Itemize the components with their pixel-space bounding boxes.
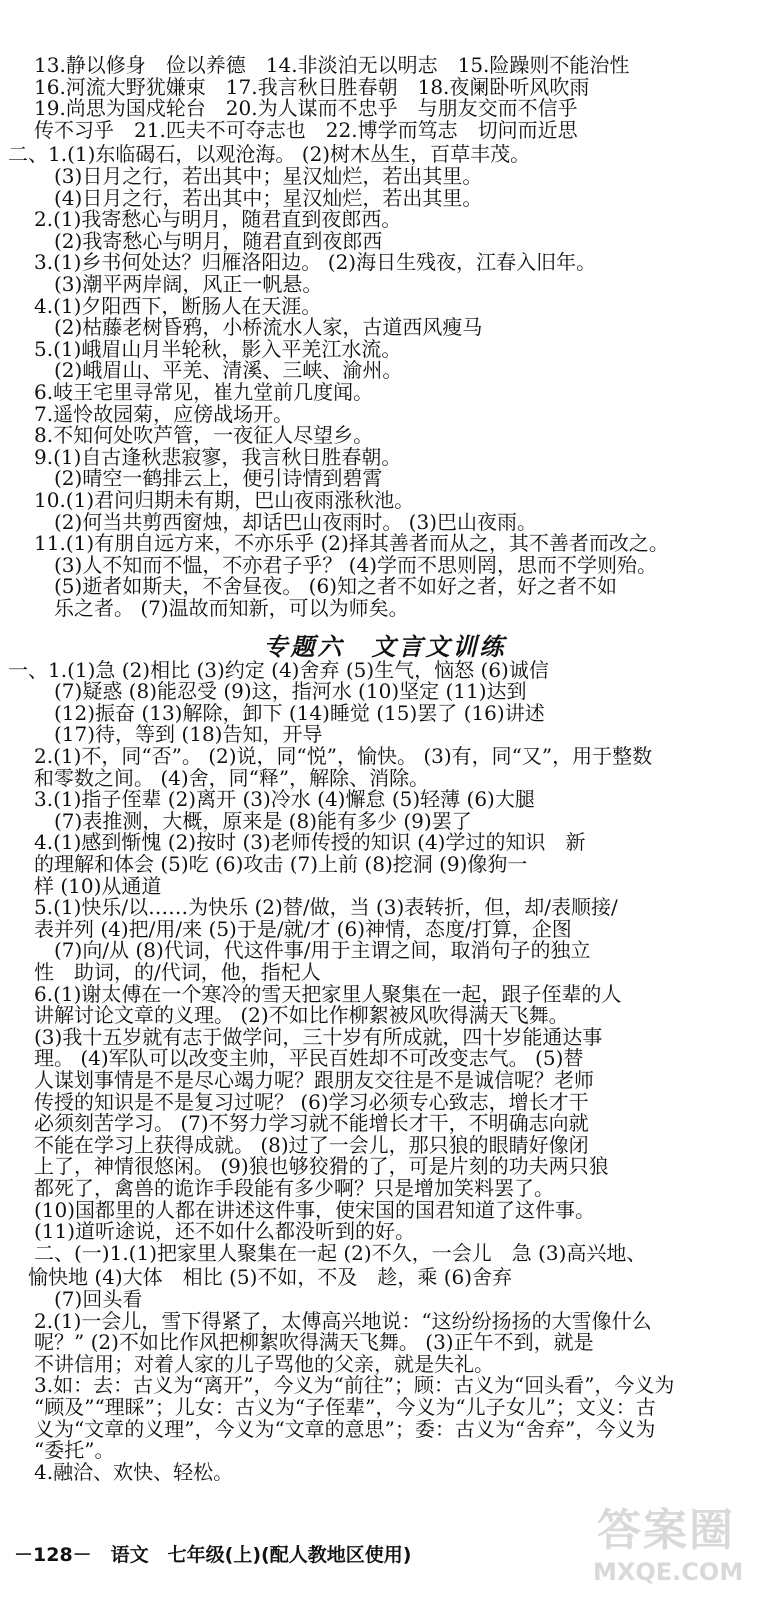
answer-line: 4.融洽、欢快、轻松。 — [34, 1459, 234, 1484]
answer-line: 2.(1)一会儿，雪下得紧了，太傅高兴地说：“这纷纷扬扬的大雪像什么 — [34, 1308, 652, 1333]
answer-line: 人谋划事情是不是尽心竭力呢？跟朋友交往是不是诚信呢？老师 — [34, 1068, 594, 1092]
answer-line: 3.(1)乡书何处达？归雁洛阳边。 (2)海日生残夜，江春入旧年。 — [34, 250, 597, 275]
answer-line: 6.(1)谢太傅在一个寒冷的雪天把家里人聚集在一起，跟子侄辈的人 — [34, 981, 622, 1006]
answer-line: 的理解和体会 (5)吃 (6)攻击 (7)上前 (8)挖洞 (9)像狗一 — [34, 852, 528, 876]
answer-line: 4.(1)感到惭愧 (2)按时 (3)老师传授的知识 (4)学过的知识 新 — [34, 830, 586, 855]
answer-line: 上了，神情很悠闲。 (9)狼也够狡猾的了，可是片刻的功夫两只狼 — [34, 1154, 609, 1179]
answer-line: (12)振奋 (13)解除，卸下 (14)睡觉 (15)罢了 (16)讲述 — [34, 700, 545, 725]
answer-line: 乐之者。 (7)温故而知新，可以为师矣。 — [34, 596, 409, 620]
answer-line: (7)回头看 — [34, 1287, 143, 1311]
answer-line: (2)何当共剪西窗烛，却话巴山夜雨时。 (3)巴山夜雨。 — [34, 509, 538, 534]
page-footer: －128－ 语文 七年级(上)(配人教地区使用) — [14, 1544, 412, 1566]
answer-line: (3)我十五岁就有志于做学问，三十岁有所成就，四十岁能通达事 — [34, 1024, 603, 1049]
answer-line: (11)道听途说，还不如什么都没听到的好。 — [34, 1219, 416, 1244]
answer-line: (7)表推测，大概，原来是 (8)能有多少 (9)罢了 — [34, 808, 472, 833]
answer-line: 不能在学习上获得成就。 (8)过了一会儿，那只狼的眼睛好像闭 — [34, 1132, 589, 1157]
answer-line: (2)峨眉山、平羌、清溪、三峡、渝州。 — [34, 358, 403, 383]
answer-line: 理。 (4)军队可以改变主帅，平民百姓却不可改变志气。 (5)替 — [34, 1046, 584, 1071]
answer-line: “委托”。 — [34, 1438, 115, 1463]
answer-line: 呢？” (2)不如比作风把柳絮吹得满天飞舞。 (3)正午不到，就是 — [34, 1330, 594, 1355]
answer-line: 6.岐王宅里寻常见，崔九堂前几度闻。 — [34, 380, 374, 404]
answer-line: (10)国都里的人都在讲述这件事，使宋国的国君知道了这件事。 — [34, 1197, 596, 1222]
answer-line: 都死了，禽兽的诡诈手段能有多少啊？只是增加笑料罢了。 — [34, 1176, 554, 1200]
answer-line: (3)潮平两岸阔，风正一帆悬。 — [34, 272, 323, 296]
answer-line: 和零数之间。 (4)舍，同“释”，解除、消除。 — [34, 765, 430, 790]
answer-line: (7)向/从 (8)代词，代这件事/用于主谓之间，取消句子的独立 — [34, 938, 591, 963]
watermark-url: MXQE.COM — [593, 1558, 744, 1586]
answer-line: 3.(1)指子侄辈 (2)离开 (3)冷水 (4)懈怠 (5)轻薄 (6)大腿 — [34, 787, 535, 812]
answer-line: “顾及”“理睬”；儿女：古义为“子侄辈”，今义为“儿子女儿”；文义：古 — [34, 1395, 656, 1419]
answer-line: 8.不知何处吹芦管，一夜征人尽望乡。 — [34, 423, 374, 448]
answer-line: (2)我寄愁心与明月，随君直到夜郎西 — [34, 228, 383, 253]
answer-line: 11.(1)有朋自远方来，不亦乐乎 (2)择其善者而从之，其不善者而改之。 — [34, 531, 669, 556]
answer-line: (4)日月之行，若出其中；星汉灿烂，若出其里。 — [34, 185, 483, 210]
answer-line: 16.河流大野犹嫌束 17.我言秋日胜春朝 18.夜阑卧听风吹雨 — [34, 74, 590, 99]
answer-line: 9.(1)自古逢秋悲寂寥，我言秋日胜春朝。 — [34, 444, 402, 469]
answer-line: 5.(1)峨眉山月半轮秋，影入平羌江水流。 — [34, 336, 402, 361]
answer-line: 传不习乎 21.匹夫不可夺志也 22.博学而笃志 切问而近思 — [34, 117, 578, 142]
answer-line: 二、(一)1.(1)把家里人聚集在一起 (2)不久，一会儿 急 (3)高兴地、 — [34, 1240, 647, 1265]
answer-line: 10.(1)君问归期未有期，巴山夜雨涨秋池。 — [34, 488, 415, 512]
answer-line: 样 (10)从通道 — [34, 873, 162, 898]
answer-line: (3)人不知而不愠，不亦君子乎？ (4)学而不思则罔，思而不学则殆。 — [34, 552, 658, 577]
answer-line: 传授的知识是不是复习过呢？ (6)学习必须专心致志，增长才干 — [34, 1089, 589, 1114]
answer-line: (5)逝者如斯夫，不舍昼夜。 (6)知之者不如好之者，好之者不如 — [34, 574, 618, 599]
answer-line: 表并列 (4)把/用/来 (5)于是/就/才 (6)神情，态度/打算，企图 — [34, 916, 572, 941]
answer-line: 7.遥怜故园菊，应傍战场开。 — [34, 401, 294, 426]
answer-line: (17)待，等到 (18)告知，开导 — [34, 722, 323, 747]
answer-line: 愉快地 (4)大体 相比 (5)不如，不及 趁，乘 (6)舍弃 — [8, 1265, 513, 1290]
answer-line: 二、1.(1)东临碣石，以观沧海。 (2)树木丛生，百草丰茂。 — [8, 142, 531, 167]
answer-line: 讲解讨论文章的义理。 (2)不如比作柳絮被风吹得满天飞舞。 — [34, 1003, 569, 1028]
section-title: 专题六 文言文训练 — [263, 631, 507, 661]
answer-line: 不讲信用；对着人家的儿子骂他的父亲，就是失礼。 — [34, 1351, 494, 1376]
answer-line: (2)晴空一鹤排云上，便引诗情到碧霄 — [34, 466, 383, 491]
answer-line: 4.(1)夕阳西下，断肠人在天涯。 — [34, 293, 322, 318]
answer-line: 13.静以修身 俭以养德 14.非淡泊无以明志 15.险躁则不能治性 — [34, 53, 630, 77]
answer-line: 2.(1)我寄愁心与明月，随君直到夜郎西。 — [34, 207, 402, 232]
answer-line: (7)疑惑 (8)能忍受 (9)这，指河水 (10)坚定 (11)达到 — [34, 679, 527, 704]
answer-line: 必须刻苦学习。 (7)不努力学习就不能增长才干，不明确志向就 — [34, 1111, 589, 1136]
watermark-text: 答案圈 — [597, 1505, 735, 1556]
answer-line: 义为“文章的义理”，今义为“文章的意思”；委：古义为“舍弃”，今义为 — [34, 1416, 656, 1441]
answer-line: (2)枯藤老树昏鸦，小桥流水人家，古道西风瘦马 — [34, 315, 483, 340]
answer-line: 2.(1)不，同“否”。 (2)说，同“悦”，愉快。 (3)有，同“又”，用于整数 — [34, 744, 653, 768]
answer-line: 5.(1)快乐/以……为快乐 (2)替/做，当 (3)表转折，但，却/表顺接/ — [34, 895, 618, 920]
answer-line: 性 助词，的/代词，他，指杞人 — [34, 960, 321, 984]
answer-line: (3)日月之行，若出其中；星汉灿烂，若出其里。 — [34, 164, 483, 188]
answer-line: 一、1.(1)急 (2)相比 (3)约定 (4)舍弃 (5)生气，恼怒 (6)诚信 — [8, 657, 549, 682]
answer-line: 3.如：去：古义为“离开”，今义为“前往”；顾：古义为“回头看”，今义为 — [34, 1373, 675, 1398]
watermark-logo — [585, 1492, 765, 1596]
answer-line: 19.尚思为国戍轮台 20.为人谋而不忠乎 与朋友交而不信乎 — [34, 96, 578, 121]
